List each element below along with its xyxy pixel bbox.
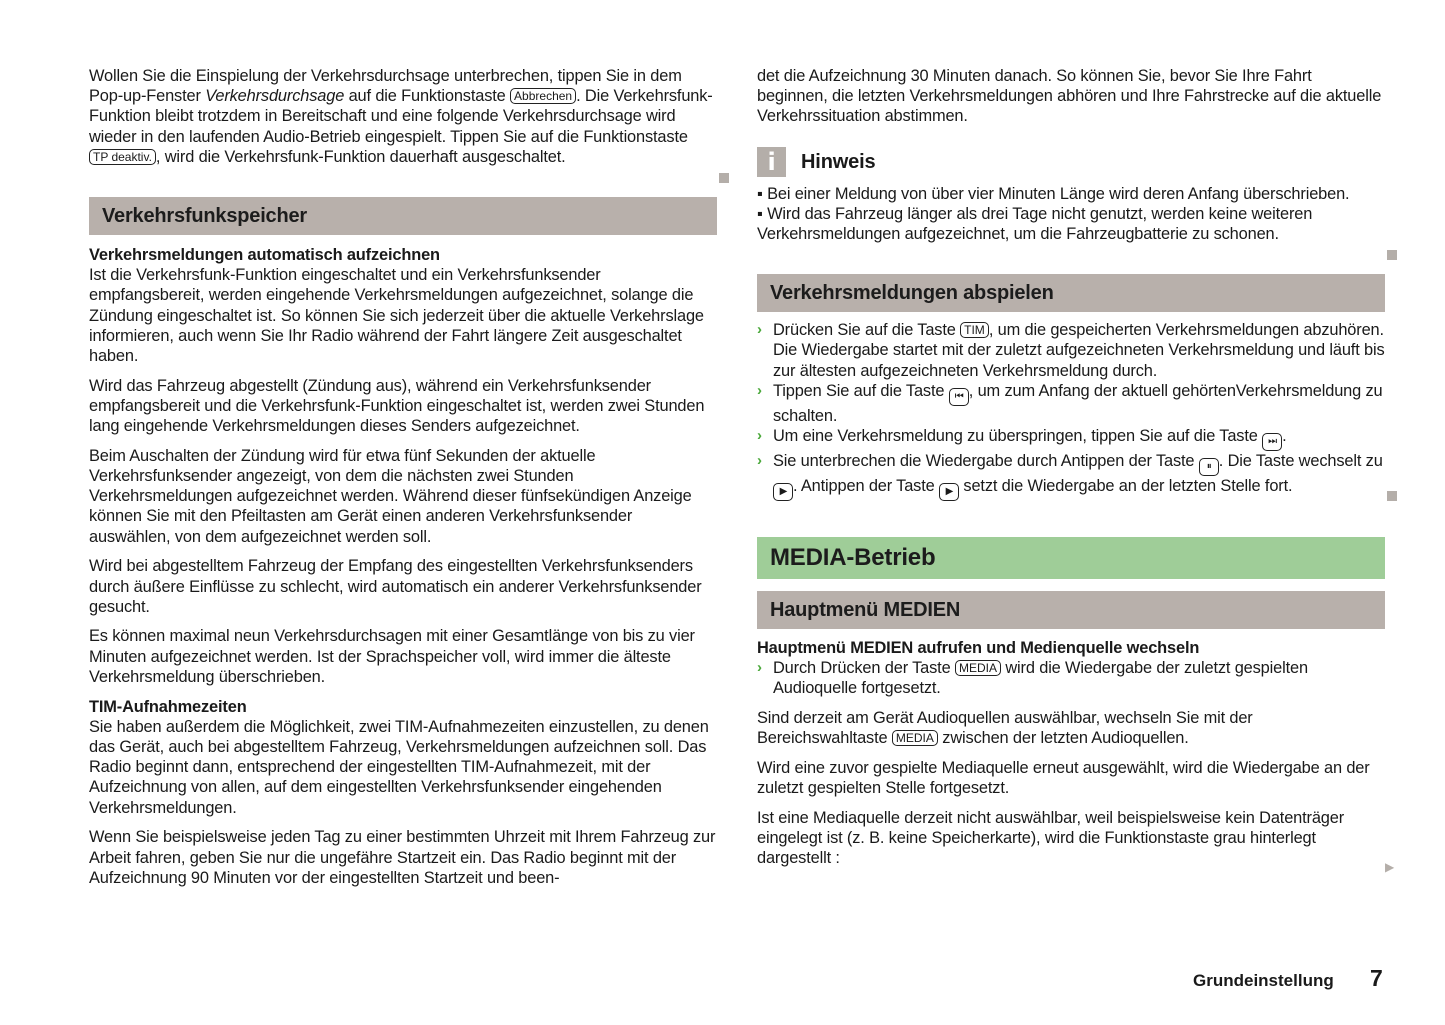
- skip-back-icon: ⏮: [949, 388, 969, 406]
- tim-key: TIM: [960, 322, 989, 338]
- section-title-hauptmenu: Hauptmenü MEDIEN: [757, 591, 1385, 629]
- section-title-abspielen: Verkehrsmeldungen abspielen: [757, 274, 1385, 312]
- paragraph: Ist die Verkehrsfunk-Funktion eingeschaltet und ein Verkehrsfunksender empfangsbereit, werden eingehende Verkehrsmeldungen aufgezeichnet, solange die Zündung eingeschaltet ist. So können Sie sich jederzeit über die aktuelle Verkehrslage informieren, auch wenn Sie Ihr Radio während der Fahrt längere Zeit ausgeschaltet haben.: [89, 266, 704, 366]
- media-key: MEDIA: [955, 660, 1001, 676]
- bullet-icon: ▪: [757, 204, 768, 223]
- paragraph: Ist eine Mediaquelle derzeit nicht auswählbar, weil beispielsweise kein Datenträger eingelegt ist (z. B. keine Speicherkarte), wird die Funktionstaste grau hinterlegt dargestellt :: [757, 808, 1345, 868]
- hint-item: ▪ Wird das Fahrzeug länger als drei Tage nicht genutzt, werden keine weiteren Verkehrsmeldungen aufgezeichnet, um die Fahrzeugbatterie zu schonen.: [757, 204, 1313, 244]
- media-key: MEDIA: [892, 730, 938, 746]
- popup-name: Verkehrsdurchsage: [205, 87, 345, 106]
- section-end-marker: [719, 173, 729, 183]
- hint-header: [757, 146, 1385, 178]
- arrow-icon: ›: [757, 427, 762, 445]
- arrow-icon: ›: [757, 381, 762, 399]
- intro-paragraph: Wollen Sie die Einspielung der Verkehrsdurchsage unterbrechen, tippen Sie in dem Pop-up-Fenster Verkehrsdurchsage auf die Funktionstaste Abbrechen . Die Verkehrsfunk-Funktion bleibt trotzdem in Bereitschaft und eine folgende Verkehrsdurchsage wird wieder in den laufenden Audio-Betrieb eingespielt. Tippen Sie auf die Funktionstaste TP deaktiv. , wird die Verkehrsfunk-Funktion dauerhaft ausgeschaltet.: [89, 67, 713, 166]
- tp-deaktiv-key: TP deaktiv.: [89, 149, 156, 165]
- step-item: › Tippen Sie auf die Taste ⏮ , um zum Anfang der aktuell gehörtenVerkehrsmeldung zu schalten.: [757, 381, 1383, 425]
- section-end-marker: [1387, 250, 1397, 260]
- subheading-tim: TIM-Aufnahmezeiten: [89, 697, 247, 716]
- continuation-paragraph: det die Aufzeichnung 30 Minuten danach. So können Sie, bevor Sie Ihre Fahrt beginnen, die letzten Verkehrsmeldungen abhören und Ihre Fahrstrecke auf die aktuelle Verkehrssituation abstimmen.: [757, 67, 1382, 126]
- abbrechen-key: Abbrechen: [510, 88, 576, 104]
- info-icon: i: [757, 147, 786, 177]
- hint-item: ▪ Bei einer Meldung von über vier Minuten Länge wird deren Anfang überschrieben.: [757, 184, 1350, 203]
- paragraph: Wird das Fahrzeug abgestellt (Zündung aus), während ein Verkehrsfunksender empfangsbereit und die Verkehrsfunk-Funktion eingeschaltet ist, werden zwei Stunden lang eingehende Verkehrsmeldungen dieses Senders aufgezeichnet.: [89, 376, 705, 436]
- skip-forward-icon: ⏭: [1262, 433, 1282, 451]
- paragraph: Wird eine zuvor gespielte Mediaquelle erneut ausgewählt, wird die Wiedergabe an der zuletzt gespielten Stelle fortgesetzt.: [757, 759, 1370, 798]
- subheading-medienquelle: Hauptmenü MEDIEN aufrufen und Medienquelle wechseln: [757, 639, 1200, 658]
- paragraph: Beim Auschalten der Zündung wird für etwa fünf Sekunden der aktuelle Verkehrsfunksender angezeigt, von dem die nächsten zwei Stunden Verkehrsmeldungen aufgezeichnet werden. Während dieser fünfsekündigen Anzeige können Sie mit den Pfeiltasten am Gerät einen anderen Verkehrsfunksender auswählen, von dem aufgezeichnet werden soll.: [89, 446, 692, 546]
- chapter-title-media: MEDIA-Betrieb: [757, 537, 1385, 579]
- pause-icon: ⏸: [1199, 458, 1219, 476]
- paragraph: Sind derzeit am Gerät Audioquellen auswählbar, wechseln Sie mit der Bereichswahltaste MEDIA zwischen der letzten Audioquellen.: [757, 709, 1253, 748]
- step-item: › Sie unterbrechen die Wiedergabe durch Antippen der Taste ⏸ . Die Taste wechselt zu ▶ . Antippen der Taste ▶ setzt die Wiedergabe an der letzten Stelle fort.: [757, 451, 1385, 501]
- step-item: › Durch Drücken der Taste MEDIA wird die Wiedergabe der zuletzt gespielten Audioquelle fortgesetzt.: [757, 659, 1308, 698]
- step-item: › Drücken Sie auf die Taste TIM , um die gespeicherten Verkehrsmeldungen abzuhören. Die Wiedergabe startet mit der zuletzt aufgezeichneten Verkehrsmeldung und läuft bis zur ältesten aufgezeichneten Verkehrsmeldung durch.: [757, 321, 1385, 380]
- paragraph: Wenn Sie beispielsweise jeden Tag zu einer bestimmten Uhrzeit mit Ihrem Fahrzeug zur Arbeit fahren, geben Sie nur die ungefähre Startzeit ein. Das Radio beginnt mit der Aufzeichnung 90 Minuten vor der eingestellten Startzeit und been-: [89, 828, 716, 887]
- section-title-verkehrsfunkspeicher: Verkehrsfunkspeicher: [89, 197, 717, 235]
- subheading-aufzeichnen: Verkehrsmeldungen automatisch aufzeichnen: [89, 246, 440, 265]
- paragraph: Es können maximal neun Verkehrsdurchsagen mit einer Gesamtlänge von bis zu vier Minuten aufgezeichnet werden. Ist der Sprachspeicher voll, wird immer die älteste Verkehrsmeldung überschrieben.: [89, 627, 695, 686]
- play-icon: ▶: [939, 483, 959, 501]
- arrow-icon: ›: [757, 321, 762, 339]
- step-item: › Um eine Verkehrsmeldung zu überspringen, tippen Sie auf die Taste ⏭ .: [757, 426, 1385, 451]
- steps-list: [757, 320, 1385, 501]
- footer-chapter: Grundeinstellung: [1193, 971, 1334, 990]
- play-icon: ▶: [773, 483, 793, 501]
- hint-title: Hinweis: [801, 150, 876, 173]
- section-end-marker: [1387, 491, 1397, 501]
- right-column: [757, 66, 1385, 869]
- paragraph: Wird bei abgestelltem Fahrzeug der Empfang des eingestellten Verkehrsfunksenders durch äußere Einflüsse zu schlecht, wird automatisch ein anderer Verkehrsfunksender gesucht.: [89, 557, 702, 616]
- arrow-icon: ›: [757, 659, 762, 677]
- page-number: 7: [1370, 965, 1383, 991]
- paragraph: Sie haben außerdem die Möglichkeit, zwei TIM-Aufnahmezeiten einzustellen, zu denen das Gerät, auch bei abgestelltem Fahrzeug, Verkehrsmeldungen aufzeichnen soll. Das Radio beginnt dann, entsprechend der eingestellten TIM-Aufnahmezeit, mit der Aufzeichnung von allen, auf dem eingestellten Verkehrsfunksender eingehenden Verkehrsmeldungen.: [89, 717, 709, 817]
- bullet-icon: ▪: [757, 184, 768, 203]
- continue-arrow-icon: ▶: [1385, 860, 1395, 874]
- left-column: [89, 66, 717, 888]
- arrow-icon: ›: [757, 452, 762, 470]
